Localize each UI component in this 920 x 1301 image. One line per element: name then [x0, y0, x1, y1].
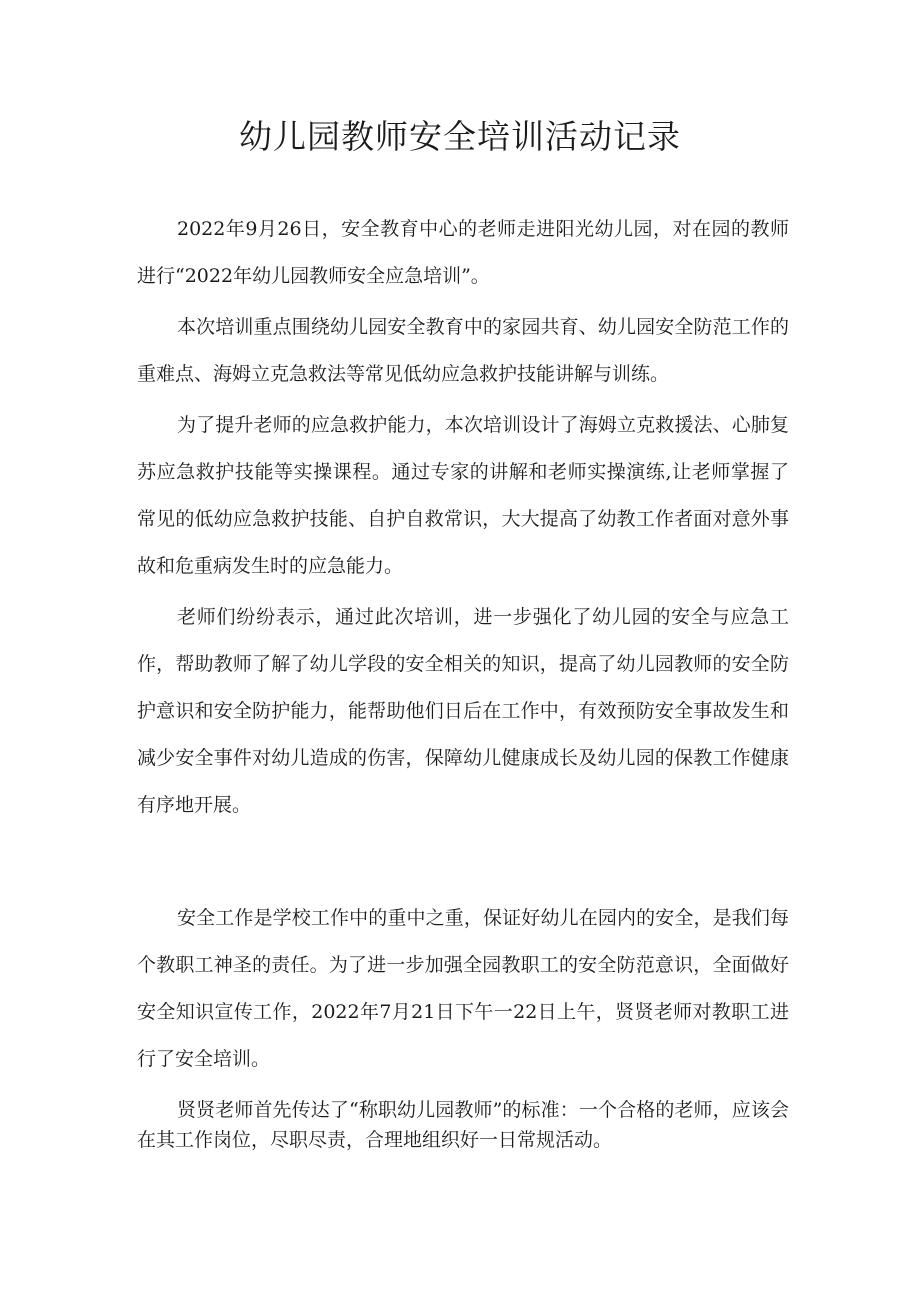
document-title: 幼儿园教师安全培训活动记录	[239, 117, 681, 156]
paragraph-training-focus: 本次培训重点围绕幼儿园安全教育中的家园共育、幼儿园安全防范工作的重难点、海姆立克急救法等常见低幼应急救护技能讲解与训练。	[137, 316, 789, 385]
paragraph-qualified-teacher: 贤贤老师首先传达了“称职幼儿园教师”的标准：一个合格的老师，应该会在其工作岗位，尽职尽责，合理地组织好一日常规活动。	[137, 1099, 789, 1151]
section-gap	[137, 829, 789, 895]
document-body	[137, 206, 789, 1155]
paragraph-teacher-feedback: 老师们纷纷表示，通过此次培训，进一步强化了幼儿园的安全与应急工作，帮助教师了解了幼儿学段的安全相关的知识，提高了幼儿园教师的安全防护意识和安全防护能力，能帮助他们日后在工作中，有效预防安全事故发生和减少安全事件对幼儿造成的伤害，保障幼儿健康成长及幼儿园的保教工作健康有序地开展。	[137, 606, 789, 816]
paragraph-training-date: 2022年9月26日，安全教育中心的老师走进阳光幼儿园，对在园的教师进行“2022年幼儿园教师安全应急培训”。	[137, 218, 789, 287]
paragraph-safety-importance: 安全工作是学校工作中的重中之重，保证好幼儿在园内的安全，是我们每个教职工神圣的责任。为了进一步加强全园教职工的安全防范意识，全面做好安全知识宣传工作，2022年7月21日下午一22日上午，贤贤老师对教职工进行了安全培训。	[137, 907, 789, 1070]
paragraph-practical-course: 为了提升老师的应急救护能力，本次培训设计了海姆立克救援法、心肺复苏应急救护技能等实操课程。通过专家的讲解和老师实操演练,让老师掌握了常见的低幼应急救护技能、自护自救常识，大大提高了幼教工作者面对意外事故和危重病发生时的应急能力。	[137, 414, 789, 577]
